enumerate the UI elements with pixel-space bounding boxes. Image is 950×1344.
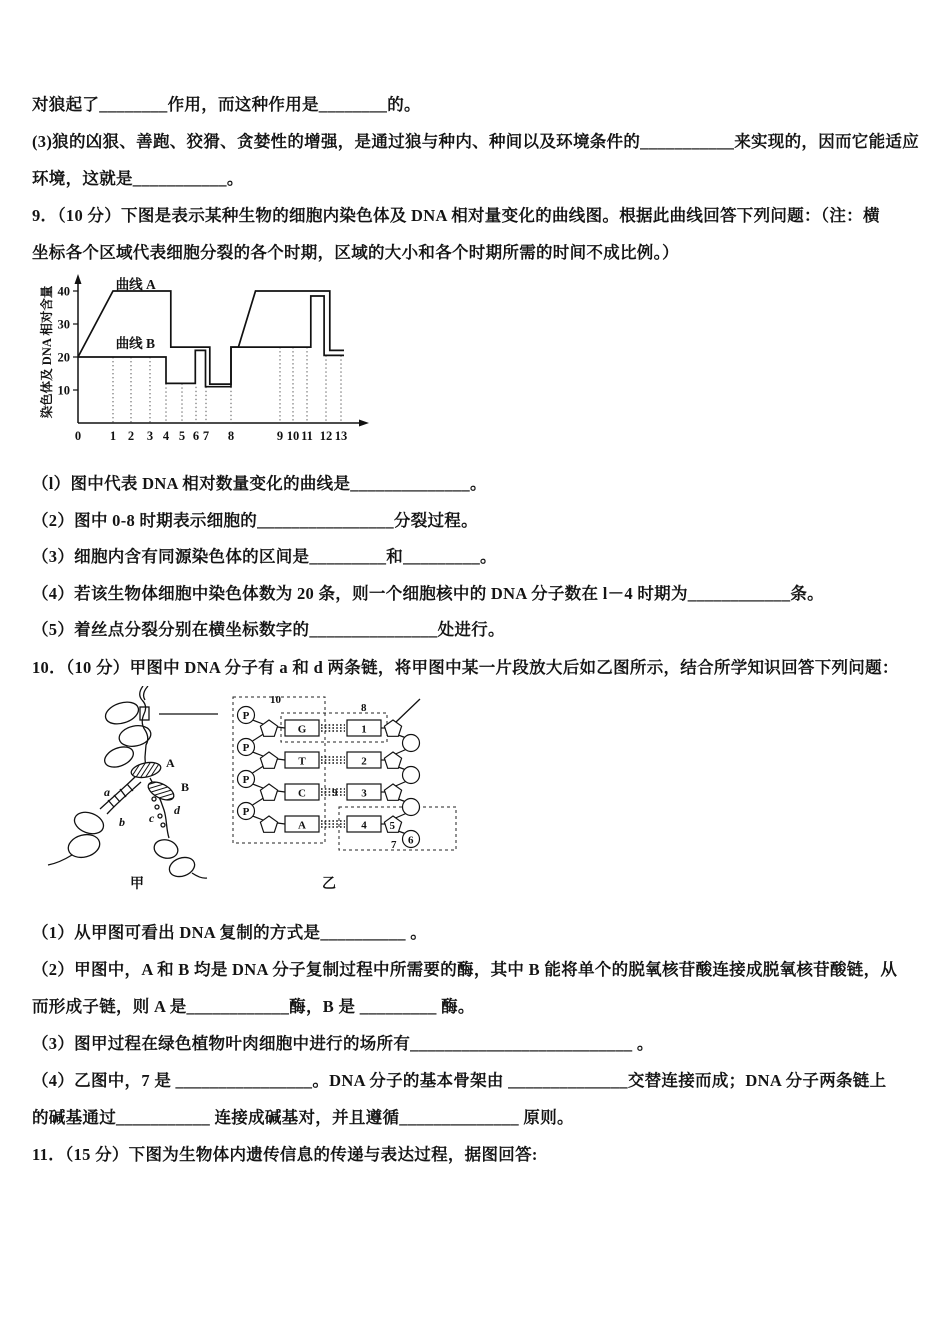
- right-end-loop-1: [152, 837, 180, 861]
- deoxyribose-pentagon: [260, 784, 277, 800]
- y-axis-arrow: [75, 274, 82, 284]
- coil-loop-3: [102, 743, 137, 771]
- base-label: A: [298, 819, 306, 831]
- enzyme-a-label: A: [166, 755, 175, 770]
- label-6-phosphate: 6: [408, 834, 414, 846]
- q9-item-1: （l）图中代表 DNA 相对数量变化的曲线是______________。: [32, 474, 487, 493]
- free-nucleotide: [155, 805, 159, 809]
- free-nucleotide: [152, 797, 156, 801]
- intro-line-3: 环境，这就是___________。: [32, 169, 244, 188]
- bond-line: [278, 759, 286, 760]
- y-tick-label: 20: [57, 350, 70, 365]
- bond-line: [278, 823, 286, 824]
- y-axis-label: 染色体及 DNA 相对含量: [40, 285, 54, 419]
- left-tail: [48, 855, 72, 865]
- deoxyribose-pentagon: [260, 720, 277, 736]
- label-9: 9: [332, 786, 338, 799]
- base-label: C: [298, 787, 306, 799]
- bond-line: [278, 791, 286, 792]
- q10-item-4a: （4）乙图中，7 是 ________________。DNA 分子的基本骨架由 ______________交替连接而成；DNA 分子两条链上: [32, 1070, 887, 1090]
- ladder-rung: [114, 795, 120, 802]
- x-tick-label: 3: [146, 429, 154, 443]
- strand-a-label: a: [104, 784, 110, 799]
- enzyme-a-helicase-blob: [130, 760, 162, 780]
- coil-spine: [142, 700, 148, 770]
- y-tick-label: 40: [57, 284, 70, 299]
- bond-line: [253, 766, 264, 773]
- label-5-deoxyribose: 5: [389, 819, 395, 832]
- top-strand-1: [140, 686, 143, 700]
- bond-line: [253, 798, 264, 805]
- deoxyribose-pentagon: [260, 816, 277, 832]
- ladder-rung: [120, 789, 126, 797]
- q10-item-2a: （2）甲图中，A 和 B 均是 DNA 分子复制过程中所需要的酶，其中 B 能将单个的脱氧核苷酸连接成脱氧核苷酸链，从: [32, 959, 898, 979]
- phosphate-label: P: [242, 741, 250, 754]
- x-tick-label: 9: [276, 429, 284, 443]
- x-tick-label: 5: [178, 429, 186, 443]
- q9-item-4: （4）若该生物体细胞中染色体数为 20 条，则一个细胞核中的 DNA 分子数在 l－4 时期为____________条。: [32, 583, 824, 603]
- q9-item-5: （5）着丝点分裂分别在横坐标数字的_______________处进行。: [32, 620, 505, 639]
- strand-c-label: c: [149, 810, 155, 825]
- q9-stem-line-1: 9．（10 分）下图是表示某种生物的细胞内染色体及 DNA 相对量变化的曲线图。根据此曲线回答下列问题：（注：横: [32, 206, 880, 225]
- label-10: 10: [270, 693, 281, 706]
- x-tick-label: 0: [74, 429, 82, 443]
- strand-d-label: d: [174, 802, 180, 817]
- bond-line: [253, 720, 264, 724]
- q9-chart-block: [32, 271, 922, 466]
- left-end-loop-1: [71, 808, 106, 837]
- free-nucleotide: [161, 823, 165, 827]
- left-end-loop-2: [66, 831, 103, 861]
- q9-line-chart: [38, 271, 378, 463]
- phosphate-label: P: [242, 709, 250, 722]
- q10-item-1: （1）从甲图可看出 DNA 复制的方式是__________ 。: [32, 922, 428, 942]
- enzyme-b-label: B: [181, 779, 190, 794]
- x-tick-label: 13: [334, 429, 348, 443]
- deoxyribose-pentagon: [384, 752, 401, 768]
- jia-figure-label: 甲: [130, 876, 144, 891]
- yi-figure-label: 乙: [322, 876, 336, 891]
- x-tick-label: 7: [202, 429, 210, 443]
- base-label: G: [297, 723, 307, 735]
- intro-line-1: 对狼起了________作用，而这种作用是________的。: [32, 95, 421, 114]
- x-tick-label: 12: [319, 429, 333, 443]
- base-label: T: [298, 755, 306, 767]
- phosphate-circle: [403, 734, 420, 751]
- q9-item-2: （2）图中 0-8 时期表示细胞的________________分裂过程。: [32, 510, 478, 530]
- y-tick-label: 30: [57, 317, 70, 332]
- q10-item-2b: 而形成子链，则 A 是____________酶，B 是 _________ 酶。: [32, 996, 475, 1016]
- jia-figure: [48, 686, 218, 880]
- top-right-strand-tail: [396, 699, 420, 722]
- base-number-label: 2: [361, 755, 367, 767]
- q9-item-3: （3）细胞内含有同源染色体的区间是_________和_________。: [32, 547, 497, 566]
- bond-line: [253, 784, 264, 788]
- label-7: 7: [391, 838, 397, 851]
- ladder-rung: [108, 800, 114, 807]
- x-tick-label: 1: [109, 429, 117, 443]
- q10-dna-diagram: [42, 686, 472, 891]
- base-number-label: 1: [361, 723, 367, 735]
- chart-plot-area: [58, 276, 348, 443]
- bond-line: [253, 734, 264, 741]
- x-tick-label: 11: [301, 429, 313, 443]
- bond-line: [253, 752, 264, 756]
- ladder-rung: [127, 784, 133, 791]
- x-tick-label: 10: [286, 429, 300, 443]
- q10-item-3: （3）图甲过程在绿色植物叶肉细胞中进行的场所有__________________________ 。: [32, 1033, 654, 1053]
- phosphate-label: P: [242, 805, 250, 818]
- q10-item-4b: 的碱基通过___________ 连接成碱基对，并且遵循______________ 原则。: [32, 1107, 574, 1127]
- curve-label: 曲线 B: [115, 335, 156, 351]
- base-number-label: 3: [361, 787, 367, 799]
- q9-stem-line-2: 坐标各个区域代表细胞分裂的各个时期，区域的大小和各个时期所需的时间不成比例。）: [32, 243, 679, 262]
- x-tick-label: 2: [127, 429, 135, 443]
- q11-stem: 11．（15 分）下图为生物体内遗传信息的传递与表达过程，据图回答:: [32, 1144, 538, 1164]
- intro-line-2: (3)狼的凶狠、善跑、狡猾、贪婪性的增强，是通过狼与种内、种间以及环境条件的___________来实现的，因而它能适应: [32, 132, 919, 151]
- q10-stem: 10．（10 分）甲图中 DNA 分子有 a 和 d 两条链，将甲图中某一片段放大后如乙图所示，结合所学知识回答下列问题：: [32, 657, 899, 677]
- x-axis-arrow: [359, 420, 369, 427]
- phosphate-label: P: [242, 773, 250, 786]
- phosphate-circle: [403, 798, 420, 815]
- bond-line: [278, 727, 286, 728]
- x-tick-label: 8: [227, 429, 235, 443]
- curve-label: 曲线 A: [115, 277, 156, 293]
- phosphate-circle: [403, 766, 420, 783]
- top-strand-2: [144, 686, 148, 700]
- deoxyribose-pentagon: [260, 752, 277, 768]
- label-8: 8: [361, 701, 367, 714]
- q10-diagram-block: [32, 686, 922, 914]
- free-nucleotide: [158, 814, 162, 818]
- base-number-label: 4: [361, 819, 367, 831]
- x-tick-label: 6: [192, 429, 200, 443]
- right-tail: [192, 873, 207, 878]
- bond-line: [253, 816, 264, 820]
- deoxyribose-pentagon: [384, 784, 401, 800]
- x-tick-label: 4: [162, 429, 170, 443]
- coil-loop-1: [103, 698, 142, 728]
- y-tick-label: 10: [57, 383, 70, 398]
- strand-b-label: b: [119, 814, 125, 829]
